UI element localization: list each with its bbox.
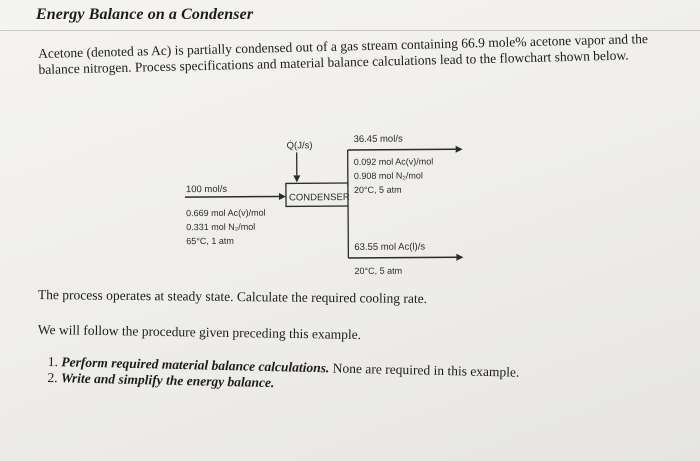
header-band	[0, 0, 700, 31]
condenser-label: CONDENSER	[288, 192, 350, 204]
step-heading: Write and simplify the energy balance.	[60, 370, 275, 391]
vapor-line-1: 0.092 mol Ac(v)/mol	[353, 156, 434, 167]
step-heading: Perform required material balance calculations.	[61, 354, 330, 376]
feed-stream-line	[185, 196, 279, 197]
procedure-note: We will follow the procedure given preceding this example.	[37, 322, 362, 343]
vapor-stream-line	[348, 149, 456, 150]
problem-statement: The process operates at steady state. Calculate the required cooling rate.	[37, 287, 428, 307]
heat-label: Q̇(J/s)	[286, 140, 313, 152]
liquid-arrow-icon	[456, 254, 463, 261]
feed-line-2: 0.331 mol N₂/mol	[186, 221, 256, 233]
heat-arrow-icon	[293, 175, 300, 182]
vapor-line-2: 0.908 mol N₂/mol	[353, 170, 423, 181]
liquid-line-1: 20°C, 5 atm	[354, 265, 403, 276]
page-title: Energy Balance on a Condenser	[36, 6, 254, 23]
condenser-box	[286, 183, 348, 206]
steps-list	[47, 354, 648, 400]
feed-line-3: 65°C, 1 atm	[186, 235, 234, 247]
intro-paragraph: Acetone (denoted as Ac) is partially condensed out of a gas stream containing 66.9 mole% acetone vapor and the balance nitrogen. Process specifications and material balance calculations lead to the flowchart shown below.	[38, 31, 649, 77]
feed-rate: 100 mol/s	[185, 183, 228, 196]
vapor-arrow-icon	[456, 146, 463, 153]
step-number: 2.	[47, 369, 58, 386]
step-text: None are required in this example.	[329, 360, 520, 380]
liquid-stream-line	[348, 257, 456, 258]
feed-line-1: 0.669 mol Ac(v)/mol	[186, 207, 266, 219]
liquid-rate: 63.55 mol Ac(l)/s	[354, 241, 426, 253]
feed-arrow-icon	[279, 193, 286, 200]
step-number: 1.	[47, 354, 59, 370]
vapor-line-3: 20°C, 5 atm	[353, 184, 402, 195]
vapor-rate: 36.45 mol/s	[353, 133, 403, 145]
